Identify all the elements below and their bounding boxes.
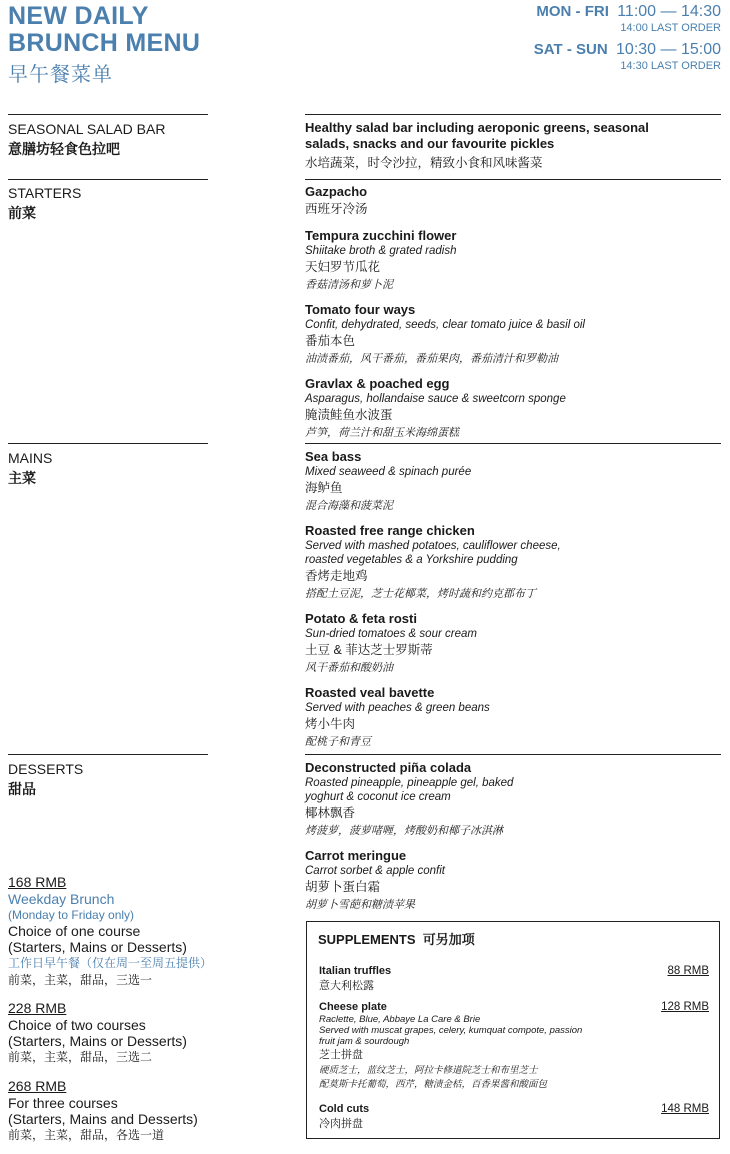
section-label: MAINS [8,450,53,466]
section-salad-bar [8,119,165,159]
price-line1: Choice of one course [8,923,141,939]
item-desc-cn: 香菇清汤和萝卜泥 [305,279,393,291]
supplement-item [319,1102,709,1133]
divider [305,179,721,180]
section-label: STARTERS [8,185,82,201]
item-name-cn: 西班牙冷汤 [305,202,368,216]
item-desc: Served with peaches & green beans [305,702,490,714]
item-name-cn: 土豆 & 菲达芝士罗斯蒂 [305,643,433,657]
price-line2: (Starters, Mains or Desserts) [8,939,187,955]
price-cn: 前菜，主菜，甜品，各选一道 [8,1128,165,1142]
supplement-price: 88 RMB [667,965,709,977]
item-name-cn: 番茄本色 [305,334,356,348]
starters-list [305,184,721,450]
supplement-name: Italian truffles [319,965,392,977]
divider [305,114,721,115]
desserts-list [305,760,721,922]
mains-list [305,449,721,759]
item-name: Roasted veal bavette [305,685,435,700]
menu-item [305,228,721,293]
item-desc-cn: 搭配土豆泥，芝士花椰菜，烤时蔬和约克郡布丁 [305,588,536,600]
price-note-cn: 工作日早午餐（仅在周一至周五提供） [8,956,213,970]
item-name-cn: 香烤走地鸡 [305,569,368,583]
weekday-days: MON - FRI [536,3,609,20]
item-name: Deconstructed piña colada [305,760,472,775]
supplement-desc: Raclette, Blue, Abbaye La Care & Brie Served with muscat grapes, celery, kumquat compote, passion fruit jam & sourdough [319,1014,583,1047]
item-desc: Roasted pineapple, pineapple gel, baked yoghurt & coconut ice cream [305,777,514,803]
supplement-item [319,1000,709,1092]
menu-item [305,449,721,514]
item-desc: Asparagus, hollandaise sauce & sweetcorn sponge [305,393,566,405]
price-title: Weekday Brunch [8,891,115,907]
item-desc-cn: 烤菠萝，菠萝啫喱，烤酸奶和椰子冰淇淋 [305,825,503,837]
price-option-2 [8,1000,238,1066]
item-desc: Confit, dehydrated, seeds, clear tomato juice & basil oil [305,319,585,331]
supplement-name: Cheese plate [319,1001,387,1013]
menu-item [305,184,721,219]
supplements-title-en: SUPPLEMENTS [318,932,416,947]
divider [8,114,208,115]
supplements-box [306,921,720,1139]
item-name: Tempura zucchini flower [305,228,457,243]
supplement-price: 128 RMB [661,1001,709,1013]
price: 268 RMB [8,1078,67,1094]
supplement-name-cn: 芝士拼盘 [319,1049,363,1061]
item-desc: Sun-dried tomatoes & sour cream [305,628,477,640]
item-desc: Mixed seaweed & spinach purée [305,466,472,478]
item-name: Sea bass [305,449,362,464]
supplements-title-cn: 可另加项 [422,932,475,947]
supplement-name-cn: 冷肉拼盘 [319,1118,363,1130]
weekday-hours [536,3,721,35]
menu-item [305,611,721,676]
item-desc-cn: 胡萝卜雪葩和糖渍苹果 [305,899,415,911]
item-name-cn: 胡萝卜蛋白霜 [305,880,381,894]
item-name: Roasted free range chicken [305,523,475,538]
item-desc-cn: 配桃子和青豆 [305,736,371,748]
price: 228 RMB [8,1000,67,1016]
menu-title [8,3,200,57]
section-label-cn: 甜品 [8,781,36,797]
item-name: Carrot meringue [305,848,407,863]
price-line1: Choice of two courses [8,1017,146,1033]
section-label: SEASONAL SALAD BAR [8,121,166,137]
supplement-price: 148 RMB [661,1103,709,1115]
menu-item [305,523,721,602]
weekday-last-order: 14:00 LAST ORDER [620,22,721,34]
price: 168 RMB [8,874,67,890]
menu-item [305,848,721,913]
salad-desc: Healthy salad bar including aeroponic greens, seasonal salads, snacks and our favourite pickles [305,120,649,151]
divider [8,179,208,180]
item-name: Gazpacho [305,184,368,199]
section-label-cn: 意膳坊轻食色拉吧 [8,141,120,157]
item-desc-cn: 混合海藻和菠菜泥 [305,500,393,512]
weekend-hours [534,41,721,73]
price-note: (Monday to Friday only) [8,908,135,922]
item-name: Potato & feta rosti [305,611,417,626]
price-line2: (Starters, Mains and Desserts) [8,1111,198,1127]
item-desc-cn: 芦笋，荷兰汁和甜玉米海绵蛋糕 [305,427,459,439]
item-desc: Served with mashed potatoes, cauliflower cheese, roasted vegetables & a Yorkshire pudding [305,540,561,566]
section-label-cn: 前菜 [8,205,36,221]
price-option-1 [8,874,238,989]
divider [8,754,208,755]
price-cn: 前菜，主菜，甜品，三选一 [8,973,153,987]
section-mains [8,448,52,488]
section-starters [8,183,81,223]
price-line2: (Starters, Mains or Desserts) [8,1033,187,1049]
menu-title-line2: BRUNCH MENU [8,29,201,57]
supplement-item [319,964,709,995]
item-name-cn: 烤小牛肉 [305,717,356,731]
price-line1: For three courses [8,1095,118,1111]
menu-item [305,376,721,441]
item-name: Tomato four ways [305,302,416,317]
supplements-title [318,931,475,949]
item-desc: Shiitake broth & grated radish [305,245,457,257]
item-desc-cn: 风干番茄和酸奶油 [305,662,393,674]
supplement-name-cn: 意大利松露 [319,980,374,992]
item-name: Gravlax & poached egg [305,376,450,391]
price-cn: 前菜，主菜，甜品，三选二 [8,1050,153,1064]
item-name-cn: 椰林飘香 [305,806,356,820]
item-name-cn: 海鲈鱼 [305,481,343,495]
menu-item [305,760,721,839]
menu-title-line1: NEW DAILY [8,2,149,30]
divider [8,443,208,444]
salad-bar-description [305,120,721,173]
section-label: DESSERTS [8,761,84,777]
menu-title-cn: 早午餐菜单 [8,64,113,86]
supplement-name: Cold cuts [319,1103,370,1115]
section-desserts [8,759,83,799]
supplement-desc-cn: 硬质芝士，蓝纹芝士，阿拉卡修道院芝士和布里芝士 配莫斯卡托葡萄，西芹，糖渍金桔，百香果酱和酸面包 [319,1065,548,1090]
weekday-time: 11:00 — 14:30 [617,3,721,20]
item-name-cn: 腌渍鲑鱼水波蛋 [305,408,393,422]
weekend-last-order: 14:30 LAST ORDER [620,60,721,72]
weekend-time: 10:30 — 15:00 [616,41,721,58]
item-desc: Carrot sorbet & apple confit [305,865,445,877]
section-label-cn: 主菜 [8,470,36,486]
item-desc-cn: 油渍番茄，风干番茄，番茄果肉，番茄清汁和罗勒油 [305,353,558,365]
price-option-3 [8,1078,238,1144]
menu-item [305,685,721,750]
salad-desc-cn: 水培蔬菜，时令沙拉，精致小食和风味酱菜 [305,156,543,170]
weekend-days: SAT - SUN [533,41,608,58]
item-name-cn: 天妇罗节瓜花 [305,260,381,274]
menu-item [305,302,721,367]
